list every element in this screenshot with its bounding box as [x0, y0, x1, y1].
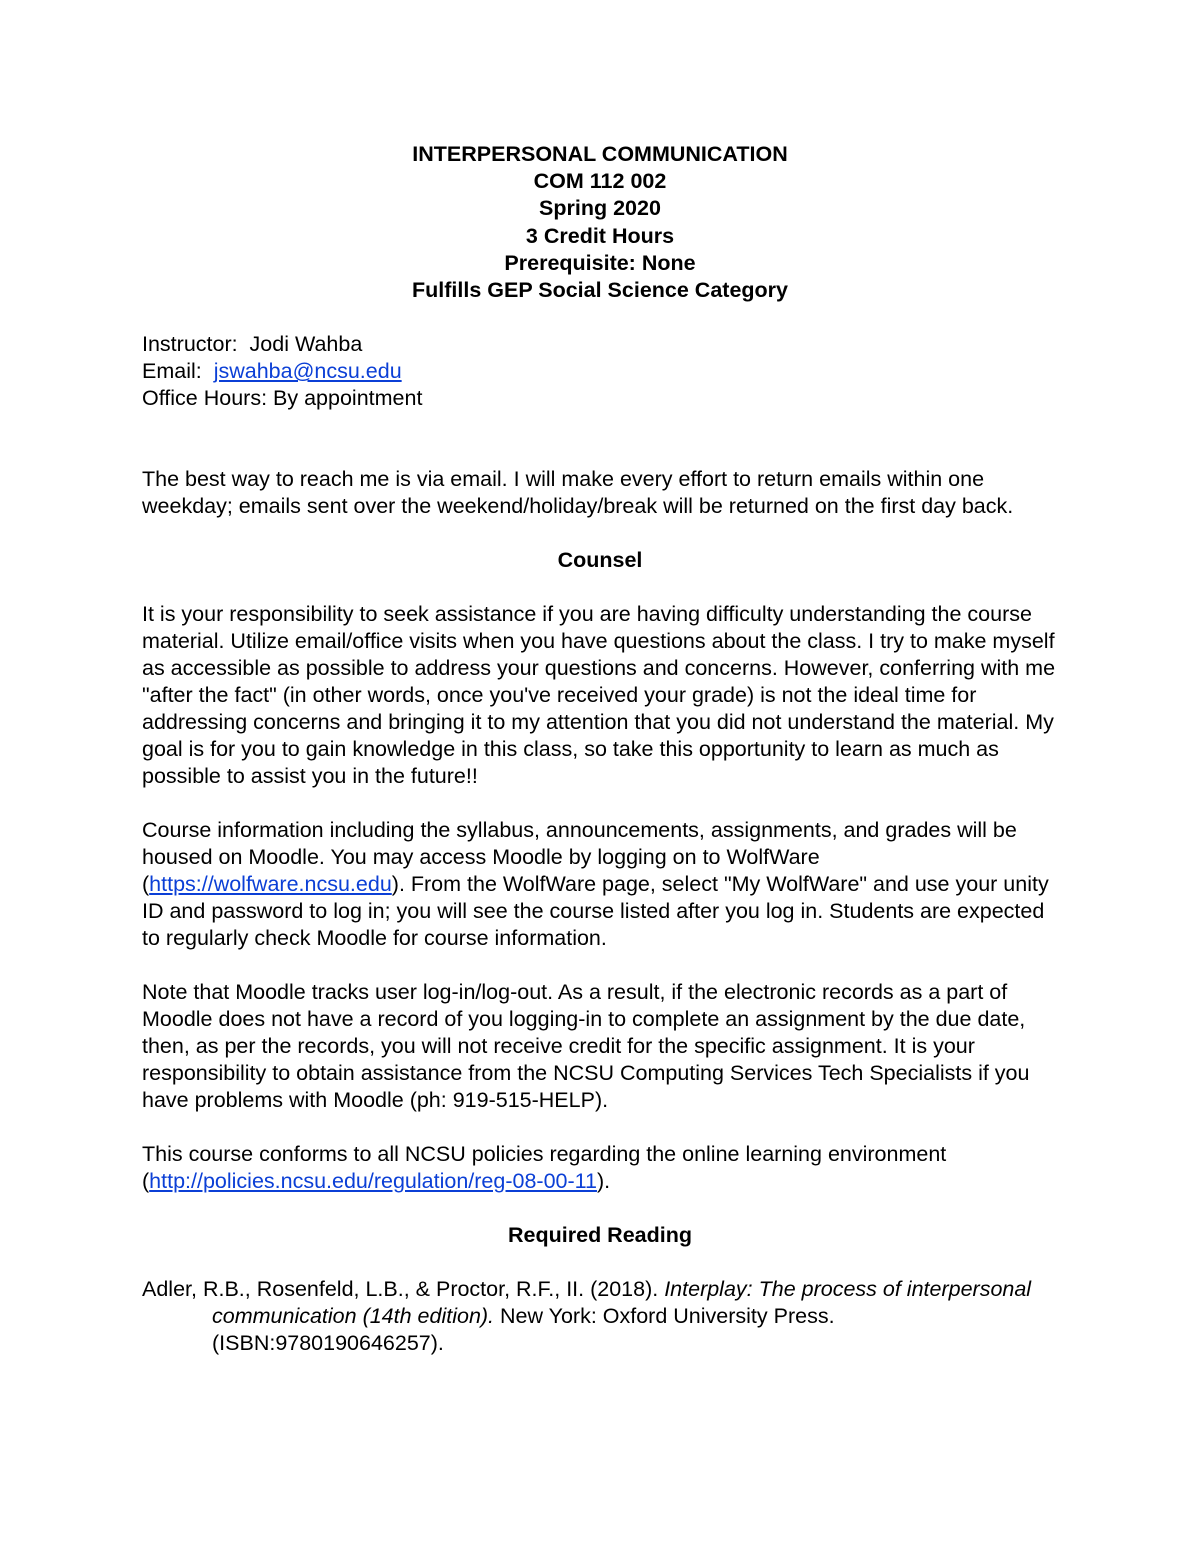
course-code: COM 112 002 [533, 169, 667, 194]
paragraph-text: This course conforms to all NCSU policies regarding the online learning environment ( [142, 1142, 947, 1194]
course-gep: Fulfills GEP Social Science Category [412, 278, 788, 303]
reference-authors: Adler, R.B., Rosenfeld, L.B., & Proctor, R.F., II. (2018). [142, 1277, 665, 1302]
counsel-paragraph-4 [142, 1141, 1057, 1195]
reference-publisher: New York: Oxford University Press. (ISBN:9780190646257). [212, 1304, 835, 1356]
instructor-name: Jodi Wahba [249, 332, 363, 357]
reference-title: Interplay: The process of interpersonal communication (14th edition). [212, 1277, 1032, 1329]
syllabus-content [142, 141, 1057, 1357]
course-header [0, 141, 1200, 304]
counsel-paragraph-2 [142, 817, 1057, 952]
counsel-paragraph-1: It is your responsibility to seek assistance if you are having difficulty understanding the course material. Utilize email/office visits when you have questions about the class. I try to make myself as accessible as possible to address your questions and concerns. However, conferring with me "after the fact" (in other words, once you've received your grade) is not the ideal time for addressing concerns and bringing it to my attention that you did not understand the material. My goal is for you to gain knowledge in this class, so take this opportunity to learn as much as possible to assist you in the future!! [142, 602, 1056, 789]
paragraph-text: ). [596, 1169, 611, 1194]
reading-reference [142, 1276, 1057, 1357]
counsel-heading: Counsel [557, 548, 643, 573]
office-hours: Office Hours: By appointment [142, 386, 423, 411]
wolfware-link[interactable]: https://wolfware.ncsu.edu [149, 872, 392, 897]
email-label: Email: [142, 359, 214, 384]
course-prerequisite: Prerequisite: None [504, 250, 696, 275]
instructor-label: Instructor: [142, 332, 250, 357]
paragraph-text: Course information including the syllabus, announcements, assignments, and grades will be housed on Moodle. You may access Moodle by logging on to WolfWare ( [142, 818, 1017, 897]
course-title: INTERPERSONAL COMMUNICATION [412, 142, 788, 166]
instructor-line [142, 331, 1057, 358]
instructor-contact [142, 331, 1057, 412]
policy-link[interactable]: http://policies.ncsu.edu/regulation/reg-08-00-11 [149, 1169, 597, 1194]
intro-paragraph: The best way to reach me is via email. I will make every effort to return emails within one weekday; emails sent over the weekend/holiday/break will be returned on the first day back. [142, 467, 1014, 519]
course-credits: 3 Credit Hours [525, 223, 675, 248]
course-term: Spring 2020 [539, 196, 661, 221]
counsel-paragraph-3: Note that Moodle tracks user log-in/log-out. As a result, if the electronic records as a part of Moodle does not have a record of you logging-in to complete an assignment by the due date, then, as per the records, you will not receive credit for the specific assignment. It is your responsibility to obtain assistance from the NCSU Computing Services Tech Specialists if you have problems with Moodle (ph: 919-515-HELP). [142, 980, 1030, 1113]
required-reading-heading: Required Reading [508, 1223, 692, 1248]
email-link[interactable]: jswahba@ncsu.edu [213, 359, 402, 384]
email-line [142, 358, 1057, 385]
paragraph-text: ). From the WolfWare page, select "My WolfWare" and use your unity ID and password to log in; you will see the course listed after you log in. Students are expected to regularly check Moodle for course information. [142, 872, 1049, 951]
